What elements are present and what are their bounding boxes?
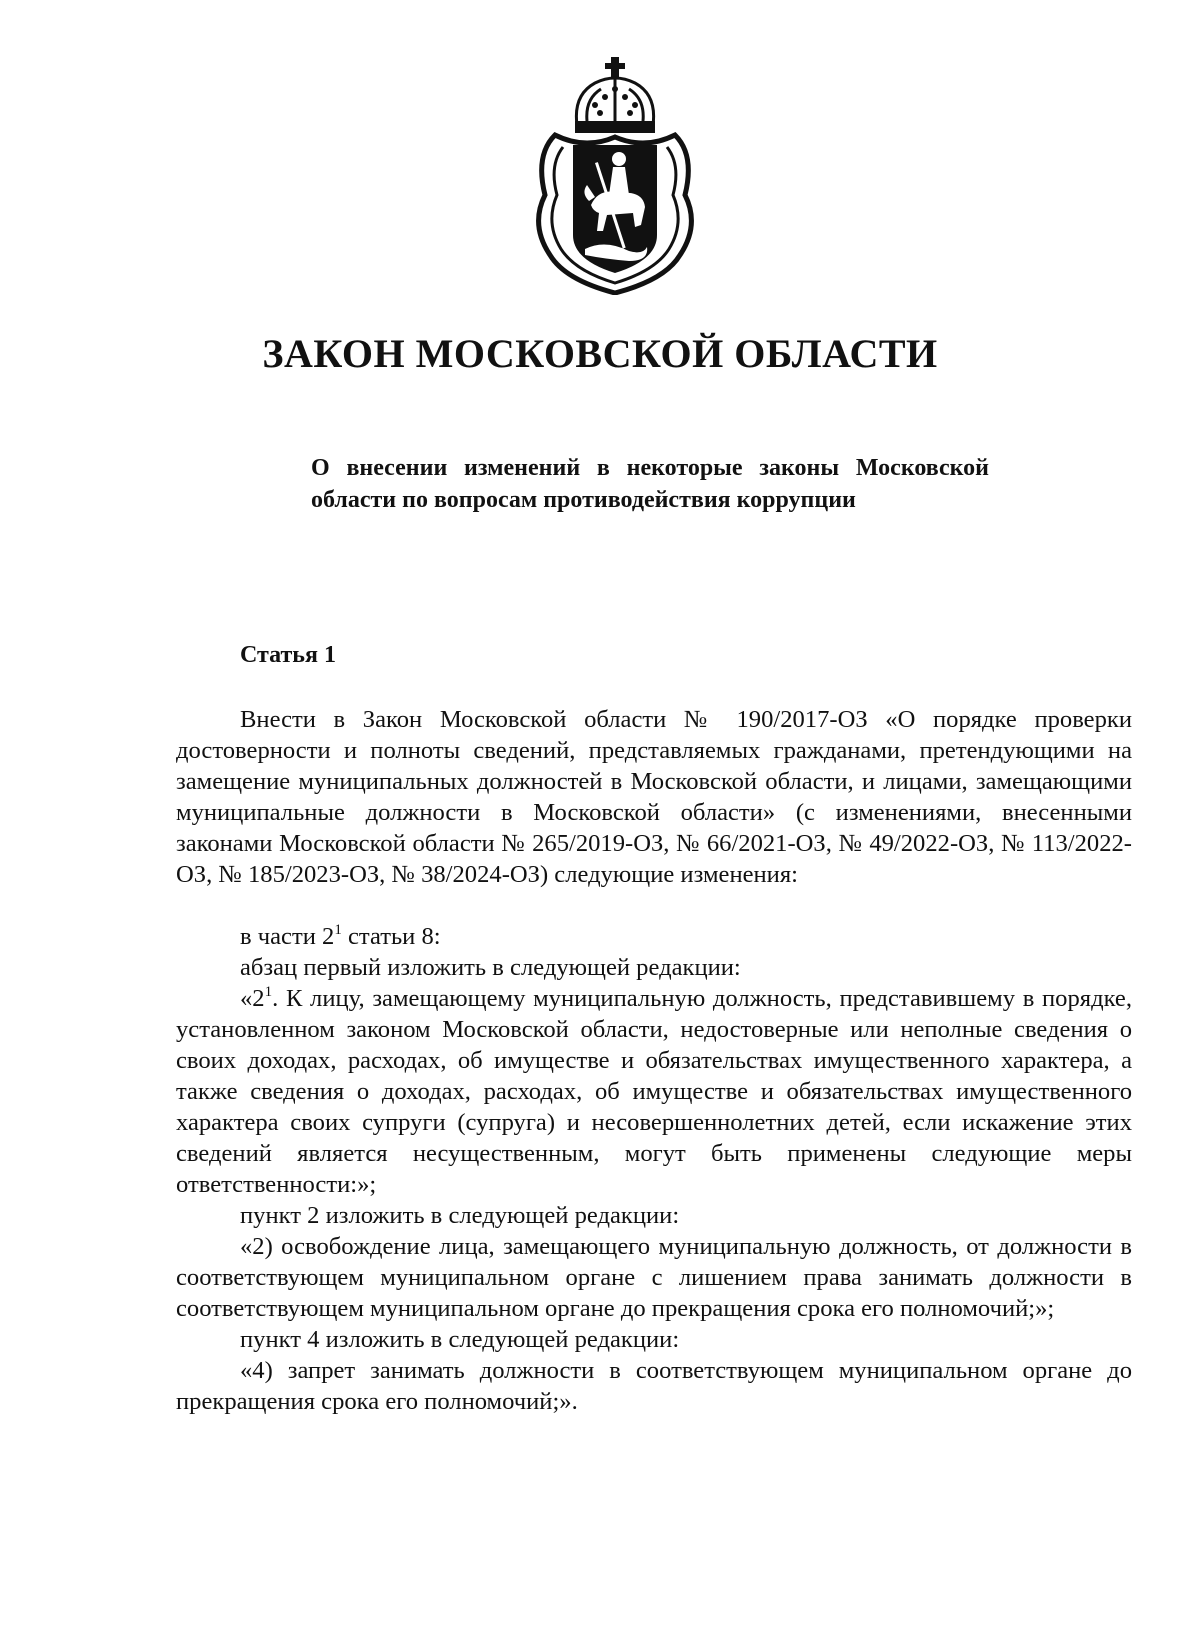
part-reference bbox=[176, 921, 1132, 952]
intro-paragraph: Внести в Закон Московской области № 190/2017-ОЗ «О порядке проверки достоверности и полноты сведений, представляемых гражданами, претендующими на замещение муниципальных должностей в Московской области, и лицами, замещающими муниципальные должности в Московской области» (с изменениями, внесенными законами Московской области № 265/2019-ОЗ, № 66/2021-ОЗ, № 49/2022-ОЗ, № 113/2022-ОЗ, № 185/2023-ОЗ, № 38/2024-ОЗ) следующие изменения: bbox=[176, 706, 1132, 888]
article-heading: Статья 1 bbox=[240, 642, 336, 668]
crown-icon bbox=[575, 57, 655, 133]
quote-punkt-4: «4) запрет занимать должности в соответствующем муниципальном органе до прекращения срока его полномочий;». bbox=[176, 1357, 1132, 1415]
quote-part-2-1-after: . К лицу, замещающему муниципальную должность, представившему в порядке, установленном законом Московской области, недостоверные или неполные сведения о своих доходах, расходах, об имуществе и обязательствах имущественного характера, а также сведения о доходах, расходах, об имуществе и обязательствах имущественного характера своих супруги (супруга) и несовершеннолетних детей, если искажение этих сведений является несущественным, могут быть применены следующие меры ответственности:»; bbox=[176, 985, 1132, 1198]
instruction-punkt-2: пункт 2 изложить в следующей редакции: bbox=[240, 1202, 680, 1229]
instruction-punkt-4: пункт 4 изложить в следующей редакции: bbox=[240, 1326, 680, 1353]
quote-part-2-1 bbox=[176, 983, 1132, 1200]
part-reference-sup: 1 bbox=[334, 922, 342, 938]
part-reference-after: статьи 8: bbox=[341, 923, 441, 950]
quote-punkt-2: «2) освобождение лица, замещающего муниципальную должность, от должности в соответствующем муниципальном органе с лишением права занимать должности в соответствующем муниципальном органе до прекращения срока его полномочий;»; bbox=[176, 1233, 1132, 1322]
quote-part-2-1-before: «2 bbox=[240, 985, 265, 1012]
article-body bbox=[176, 704, 1132, 1417]
part-reference-before: в части 2 bbox=[240, 923, 335, 950]
paragraph-gap bbox=[176, 890, 1132, 921]
document-subtitle: О внесении изменений в некоторые законы Московской области по вопросам противодействия коррупции bbox=[311, 455, 989, 513]
quote-part-2-1-sup: 1 bbox=[264, 984, 273, 1000]
instruction-abzac: абзац первый изложить в следующей редакции: bbox=[240, 954, 741, 981]
document-title: ЗАКОН МОСКОВСКОЙ ОБЛАСТИ bbox=[262, 331, 938, 376]
coat-of-arms-emblem bbox=[525, 55, 705, 295]
